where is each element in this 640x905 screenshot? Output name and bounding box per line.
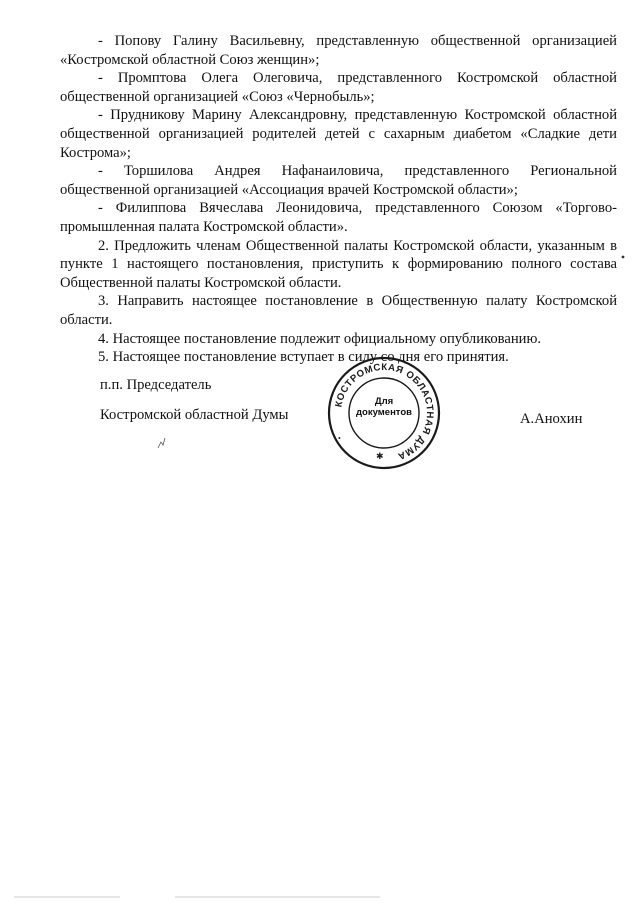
seal-center-line-1: Для [374, 396, 394, 407]
paragraph-item-5: 5. Настоящее постановление вступает в силу со дня его принятия. [98, 349, 509, 366]
paragraph-torshilov: - Торшилова Андрея Нафанаиловича, представленного Региональной общественной организацией «Ассоциация врачей Костромской области»; [60, 163, 617, 198]
seal-star-icon: ✱ [376, 451, 384, 461]
signatory-title-line-2: Костромской областной Думы [100, 407, 289, 423]
signatory-name: А.Анохин [520, 411, 583, 427]
paragraph-prudnikova: - Прудникову Марину Александровну, представленную Костромской областной общественной организацией родителей детей с сахарным диабетом «Сладкие дети Кострома»; [60, 107, 617, 161]
pen-mark [158, 438, 165, 448]
signatory-title-line-1: п.п. Председатель [100, 377, 212, 393]
scan-speck [622, 256, 625, 259]
document-body [60, 32, 617, 367]
seal-center-line-2: документов [356, 407, 412, 418]
paragraph-item-2: 2. Предложить членам Общественной палаты Костромской области, указанным в пункте 1 настоящего постановления, приступить к формированию полного состава Общественной палаты Костромской области. [60, 237, 617, 291]
paragraph-filippov: - Филиппова Вячеслава Леонидовича, представленного Союзом «Торгово-промышленная палата Костромской области». [60, 200, 617, 235]
paragraph-popova: - Попову Галину Васильевну, представленную общественной организацией «Костромской областной Союз женщин»; [60, 33, 617, 68]
paragraph-promptov: - Промптова Олега Олеговича, представленного Костромской областной общественной организацией «Союз «Чернобыль»; [60, 70, 617, 105]
seal-ring-text: КОСТРОМСКАЯ ОБЛАСТНАЯ ДУМА [333, 361, 436, 462]
seal-dot-icon: • [338, 434, 341, 443]
paragraph-item-3: 3. Направить настоящее постановление в Общественную палату Костромской области. [60, 293, 617, 328]
paragraph-item-4: 4. Настоящее постановление подлежит официальному опубликованию. [98, 330, 542, 347]
official-seal [327, 356, 441, 470]
